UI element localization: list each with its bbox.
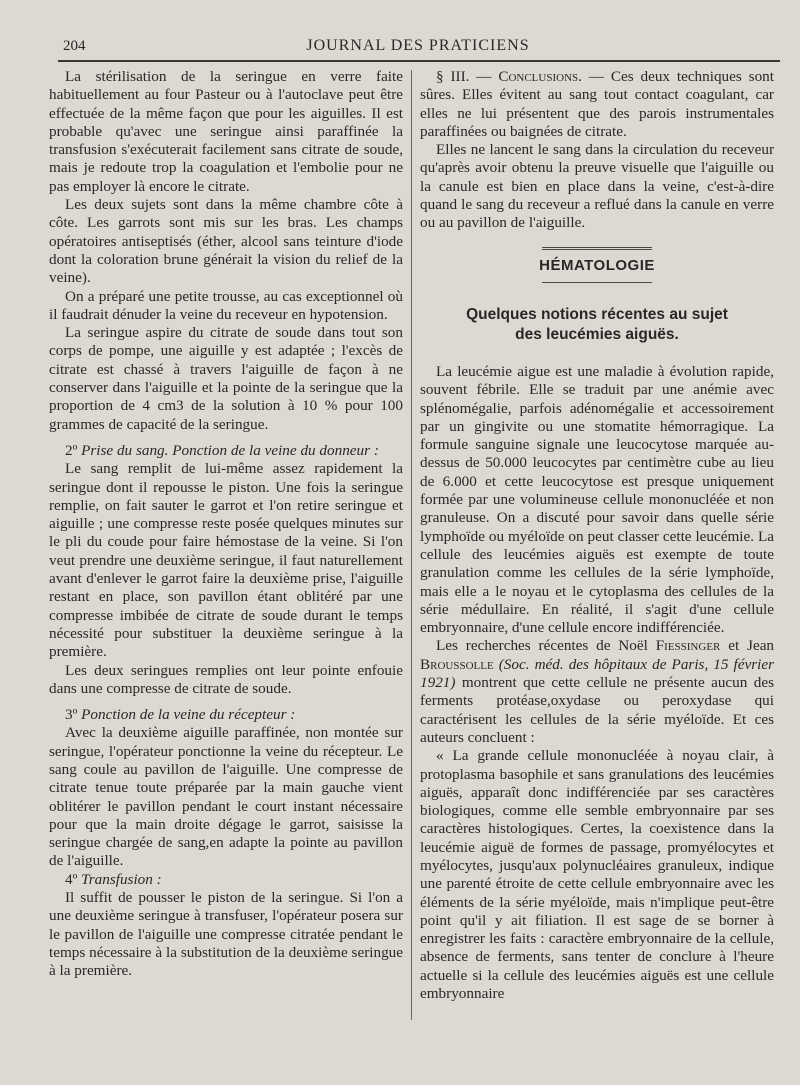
paragraph-transfusion: Il suffit de pousser le piston de la seringue. Si l'on a une deuxième seringue à transfuser, l'opérateur posera sur le pavillon de l'aiguille une compresse citratée pendant le temps nécessaire à la substitution de la deuxième seringue à la première.: [49, 889, 403, 980]
author-name: Fiessinger: [655, 637, 721, 655]
paragraph-conclusions: [420, 68, 774, 141]
section-title-conclusions: Conclusions.: [498, 68, 582, 85]
paragraph-seringues-remplies: Les deux seringues remplies ont leur pointe enfouie dans une compresse de citrate de soude.: [49, 661, 403, 697]
subheading-number: 4º: [65, 870, 78, 888]
section-rule-bottom: [542, 282, 652, 283]
paragraph-recherches: [420, 637, 774, 747]
header-rule: [58, 60, 780, 62]
subheading-transfusion: [49, 871, 403, 889]
subheading-number: 2º: [65, 441, 78, 459]
page-header: [58, 36, 778, 60]
paragraph-sterilisation: La stérilisation de la seringue en verre faite habituellement au four Pasteur ou à l'autoclave peut être effectuée de la même façon que pour les aiguilles. Il est probable qu'avec une seringue ainsi paraffinée la transfusion s'exécuterait facilement sans citrate de soude, mais je redoute trop la coagulation et l'embolie pour ne pas employer là encore le citrate.: [49, 68, 403, 195]
paragraph-lancent-le-sang: Elles ne lancent le sang dans la circulation du receveur qu'après avoir obtenu la preuve visuelle que l'aiguille ou la canule est bien en place dans la veine, c'est-à-dire quand le sang du receveur a reflué dans la canule en verre ou au pavillon de l'aiguille.: [420, 141, 774, 232]
section-heading: HÉMATOLOGIE: [539, 256, 655, 274]
paragraph-sujets: Les deux sujets sont dans la même chambre côte à côte. Les garrots sont mis sur les bras. Les champs opératoires antiseptisés (éther, alcool sans teinture d'iode dont la coloration brune générait la vision du relief de la veine).: [49, 196, 403, 287]
conclusions-text: — Ces deux techniques sont sûres. Elles évitent au sang tout contact coagulant, car elles ne lui présentent que des parois instrumentales paraffinées ou baignées de citrate.: [420, 68, 774, 140]
article-title-line: Quelques notions récentes au sujet: [466, 305, 728, 323]
paragraph-trousse: On a préparé une petite trousse, au cas exceptionnel où il faudrait dénuder la veine du receveur en hypotension.: [49, 287, 403, 323]
section-label: § III. —: [436, 68, 492, 85]
text-run: Les recherches récentes de Noël: [436, 637, 648, 655]
text-run: montrent que cette cellule ne présente aucun des ferments protéase,oxydase ou peroxydase qui caractérisent les cellules de la série myéloïde. Et ces auteurs concluent :: [420, 674, 774, 746]
paragraph-leucemie-aigue: La leucémie aigue est une maladie à évolution rapide, souvent fébrile. Elle se traduit par une anémie avec splénomégalie, parfois adénomégalie et accessoirement par un gingivite ou une stomatite hémorragique. La formule sanguine signale une leucocytose marquée au-dessus de 50.000 leucocytes par centimètre cube au lieu de 6.000 et cette leucocytose est presque uniquement formée par une volumineuse cellule mononucléée et non granuleuse. On a discuté pour savoir dans quelle série lymphoïde ou myéloïde on peut classer cette leucémie. La cellule des leucémies aiguës est exempte de toute granulation comme les cellules de la série lymphoïde, mais elle a le noyau et le cytoplasma des cellules de la série médullaire. En réalité, il s'agit d'une cellule embryonnaire, d'une cellule encore indifférenciée.: [420, 362, 774, 637]
right-column: [420, 68, 774, 1003]
author-name: Broussolle: [420, 655, 494, 673]
subheading-text: Transfusion :: [81, 870, 162, 888]
section-hematologie: [420, 247, 774, 283]
column-divider: [411, 70, 412, 1020]
subheading-ponction-recepteur: [49, 706, 403, 724]
subheading-text: Ponction de la veine du récepteur :: [81, 706, 296, 724]
paragraph-prise-du-sang: Le sang remplit de lui-même assez rapidement la seringue dont il repousse le piston. Une fois la seringue remplie, on fait sauter le garrot et l'on retire seringue et aiguille ; une compresse reste posée quelques minutes sur le pli du coude pour faire hémostase de la veine. Si l'on veut prendre une deuxième seringue, il faut naturellement avant d'enlever le garrot faire la deuxième prise, l'aiguille restant en place, son pavillon étant oblitéré par une compresse imbibée de citrate de soude durant le temps nécessité pour substituer la deuxième seringue à la première.: [49, 460, 403, 661]
page-number: 204: [63, 38, 86, 54]
left-column: [49, 68, 403, 981]
paragraph-ponction-recepteur: Avec la deuxième aiguille paraffinée, non montée sur seringue, l'opérateur ponctionne la veine du récepteur. Le sang coule au pavillon de l'aiguille. Une compresse de citrate tenue toute préparée par la main gauche vient oblitérer le pavillon pendant le court instant nécessaire pour que la main droite dégage le garrot, saisisse la seringue chargée de sang,en adapte la pointe au pavillon de l'aiguille.: [49, 724, 403, 870]
subheading-prise-du-sang: [49, 442, 403, 460]
article-title: [420, 305, 774, 345]
article-title-line: des leucémies aiguës.: [515, 325, 679, 343]
paragraph-seringue-citrate: La seringue aspire du citrate de soude dans tout son corps de pompe, une aiguille y est adaptée ; l'excès de citrate est chassé à travers l'aiguille de façon à ne conserver dans l'aiguille et la pointe de la seringue que la proportion de 4 cm3 de la solution à 10 % pour 100 grammes de capacité de la seringue.: [49, 324, 403, 433]
journal-title: JOURNAL DES PRATICIENS: [306, 37, 530, 54]
citation: (Soc. méd. des hôpitaux de Paris, 15 février 1921): [420, 655, 774, 692]
section-rule-top: [542, 247, 652, 250]
subheading-number: 3º: [65, 706, 78, 724]
subheading-text: Prise du sang. Ponction de la veine du donneur :: [81, 441, 379, 459]
paragraph-citation-conclusion: « La grande cellule mononucléée à noyau clair, à protoplasma basophile et sans granulations des leucémies aiguës, apparaît donc indifférenciée par ses caractères biologiques, comme elle semble embryonnaire par ses caractères histologiques. Certes, la coexistence dans la leucémie aiguë de formes de passage, promyélocytes et myélocytes, jusqu'aux polynucléaires granuleux, indique une parenté étroite de cette cellule embryonnaire avec les éléments de la série myéloïde, mais n'implique peut-être point qu'il y ait filiation. Il est sage de se borner à enregistrer les faits : caractère embryonnaire de la cellule, absence de ferments, sans tenter de conclure à l'heure actuelle si la cellule des leucémies aiguës est une cellule embryonnaire: [420, 747, 774, 1003]
text-run: et Jean: [728, 637, 775, 655]
